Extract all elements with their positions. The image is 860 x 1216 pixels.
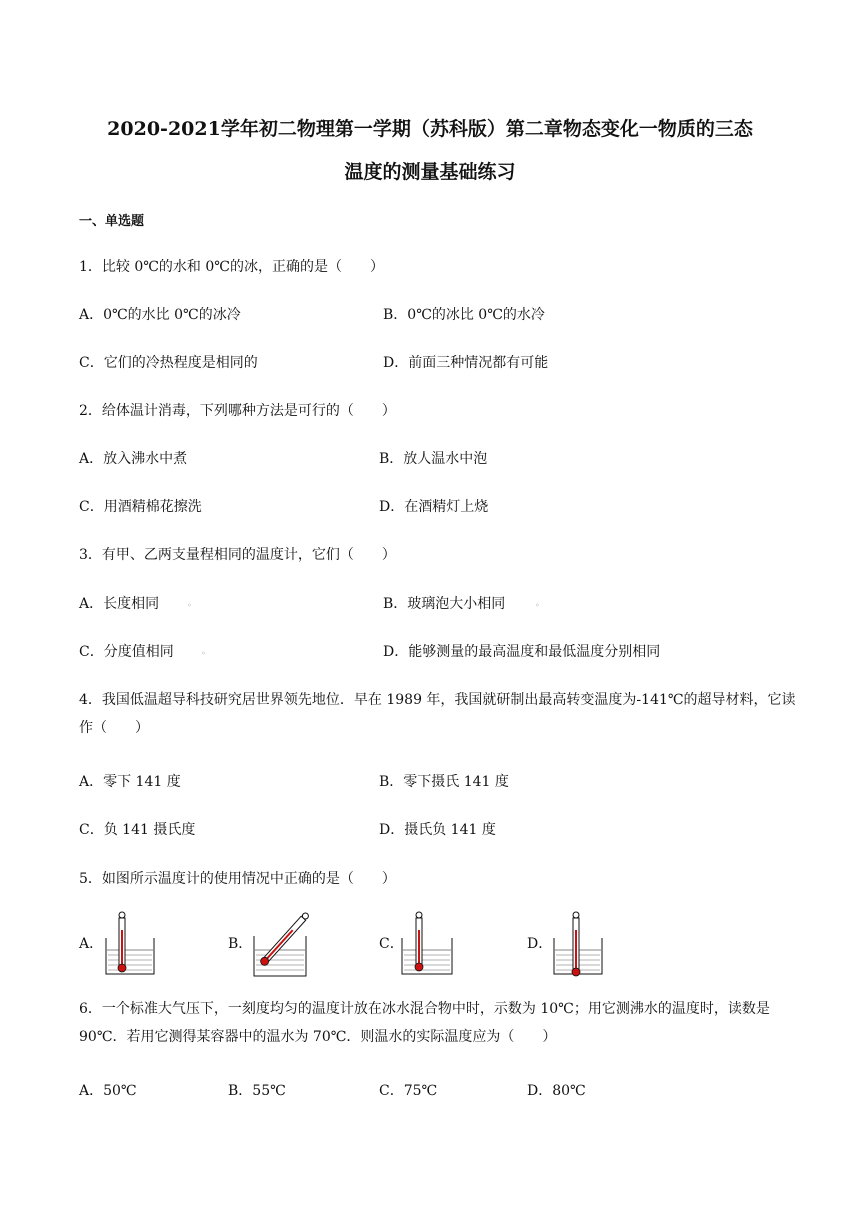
question-6-option-a[interactable]: A．50℃	[79, 1083, 137, 1099]
section-heading: 一、单选题	[79, 214, 145, 229]
question-1-option-a[interactable]: A．0℃的水比 0℃的冰冷	[79, 307, 241, 323]
thermometer-beaker-figure-c[interactable]	[400, 910, 454, 976]
question-5-stem: 5．如图所示温度计的使用情况中正确的是（ ）	[79, 871, 396, 887]
question-3-stem: 3．有甲、乙两支量程相同的温度计，它们（ ）	[79, 547, 396, 563]
document-title-line2: 温度的测量基础练习	[344, 161, 516, 183]
question-4-option-b[interactable]: B．零下摄氏 141 度	[379, 774, 509, 790]
thermometer-beaker-figure-d[interactable]	[552, 910, 604, 978]
question-6-stem: 6．一个标准大气压下，一刻度均匀的温度计放在冰水混合物中时，示数为 10℃；用它测沸水的温度时，读数是 90℃．若用它测得某容器中的温水为 70℃．则温水的实际温度应为（ ）	[79, 1001, 770, 1045]
thermometer-beaker-figure-a[interactable]	[104, 910, 156, 976]
question-3-option-c[interactable]: C．分度值相同	[79, 644, 174, 660]
thermometer-beaker-figure-b[interactable]	[250, 908, 310, 978]
question-1-stem: 1．比较 0℃的水和 0℃的冰，正确的是（ ）	[79, 259, 384, 275]
question-1-option-b[interactable]: B．0℃的冰比 0℃的水冷	[383, 307, 545, 323]
stray-dot-mark: ◦	[187, 601, 192, 610]
question-2-option-a[interactable]: A．放入沸水中煮	[79, 451, 188, 467]
question-2-stem: 2．给体温计消毒，下列哪种方法是可行的（ ）	[79, 403, 396, 419]
question-6-option-c[interactable]: C．75℃	[379, 1083, 438, 1099]
question-4-stem: 4．我国低温超导科技研究居世界领先地位．早在 1989 年，我国就研制出最高转变温度为-141℃的超导材料，它读作（ ）	[79, 692, 796, 736]
question-3-option-b[interactable]: B．玻璃泡大小相同	[383, 596, 506, 612]
question-4-option-a[interactable]: A．零下 141 度	[79, 774, 181, 790]
question-3-option-d[interactable]: D．能够测量的最高温度和最低温度分别相同	[383, 644, 661, 660]
question-6-option-d[interactable]: D．80℃	[527, 1083, 586, 1099]
document-title-line1: 2020-2021学年初二物理第一学期（苏科版）第二章物态变化一物质的三态	[107, 118, 753, 140]
question-3-option-a[interactable]: A．长度相同	[79, 596, 160, 612]
question-5-option-d[interactable]: D．	[527, 936, 553, 952]
question-4-option-d[interactable]: D．摄氏负 141 度	[379, 822, 496, 838]
question-1-option-d[interactable]: D．前面三种情况都有可能	[383, 355, 549, 371]
question-2-option-b[interactable]: B．放人温水中泡	[379, 451, 488, 467]
question-4-option-c[interactable]: C．负 141 摄氏度	[79, 822, 196, 838]
question-1-option-c[interactable]: C．它们的冷热程度是相同的	[79, 355, 258, 371]
question-5-option-a[interactable]: A．	[79, 936, 104, 952]
question-5-option-b[interactable]: B．	[228, 936, 253, 952]
stray-dot-mark: ◦	[535, 601, 540, 610]
question-6-option-b[interactable]: B．55℃	[228, 1083, 286, 1099]
stray-dot-mark: ◦	[201, 649, 206, 658]
question-2-option-c[interactable]: C．用酒精棉花擦洗	[79, 499, 202, 515]
question-5-option-c[interactable]: C．	[379, 936, 404, 952]
question-2-option-d[interactable]: D．在酒精灯上烧	[379, 499, 489, 515]
